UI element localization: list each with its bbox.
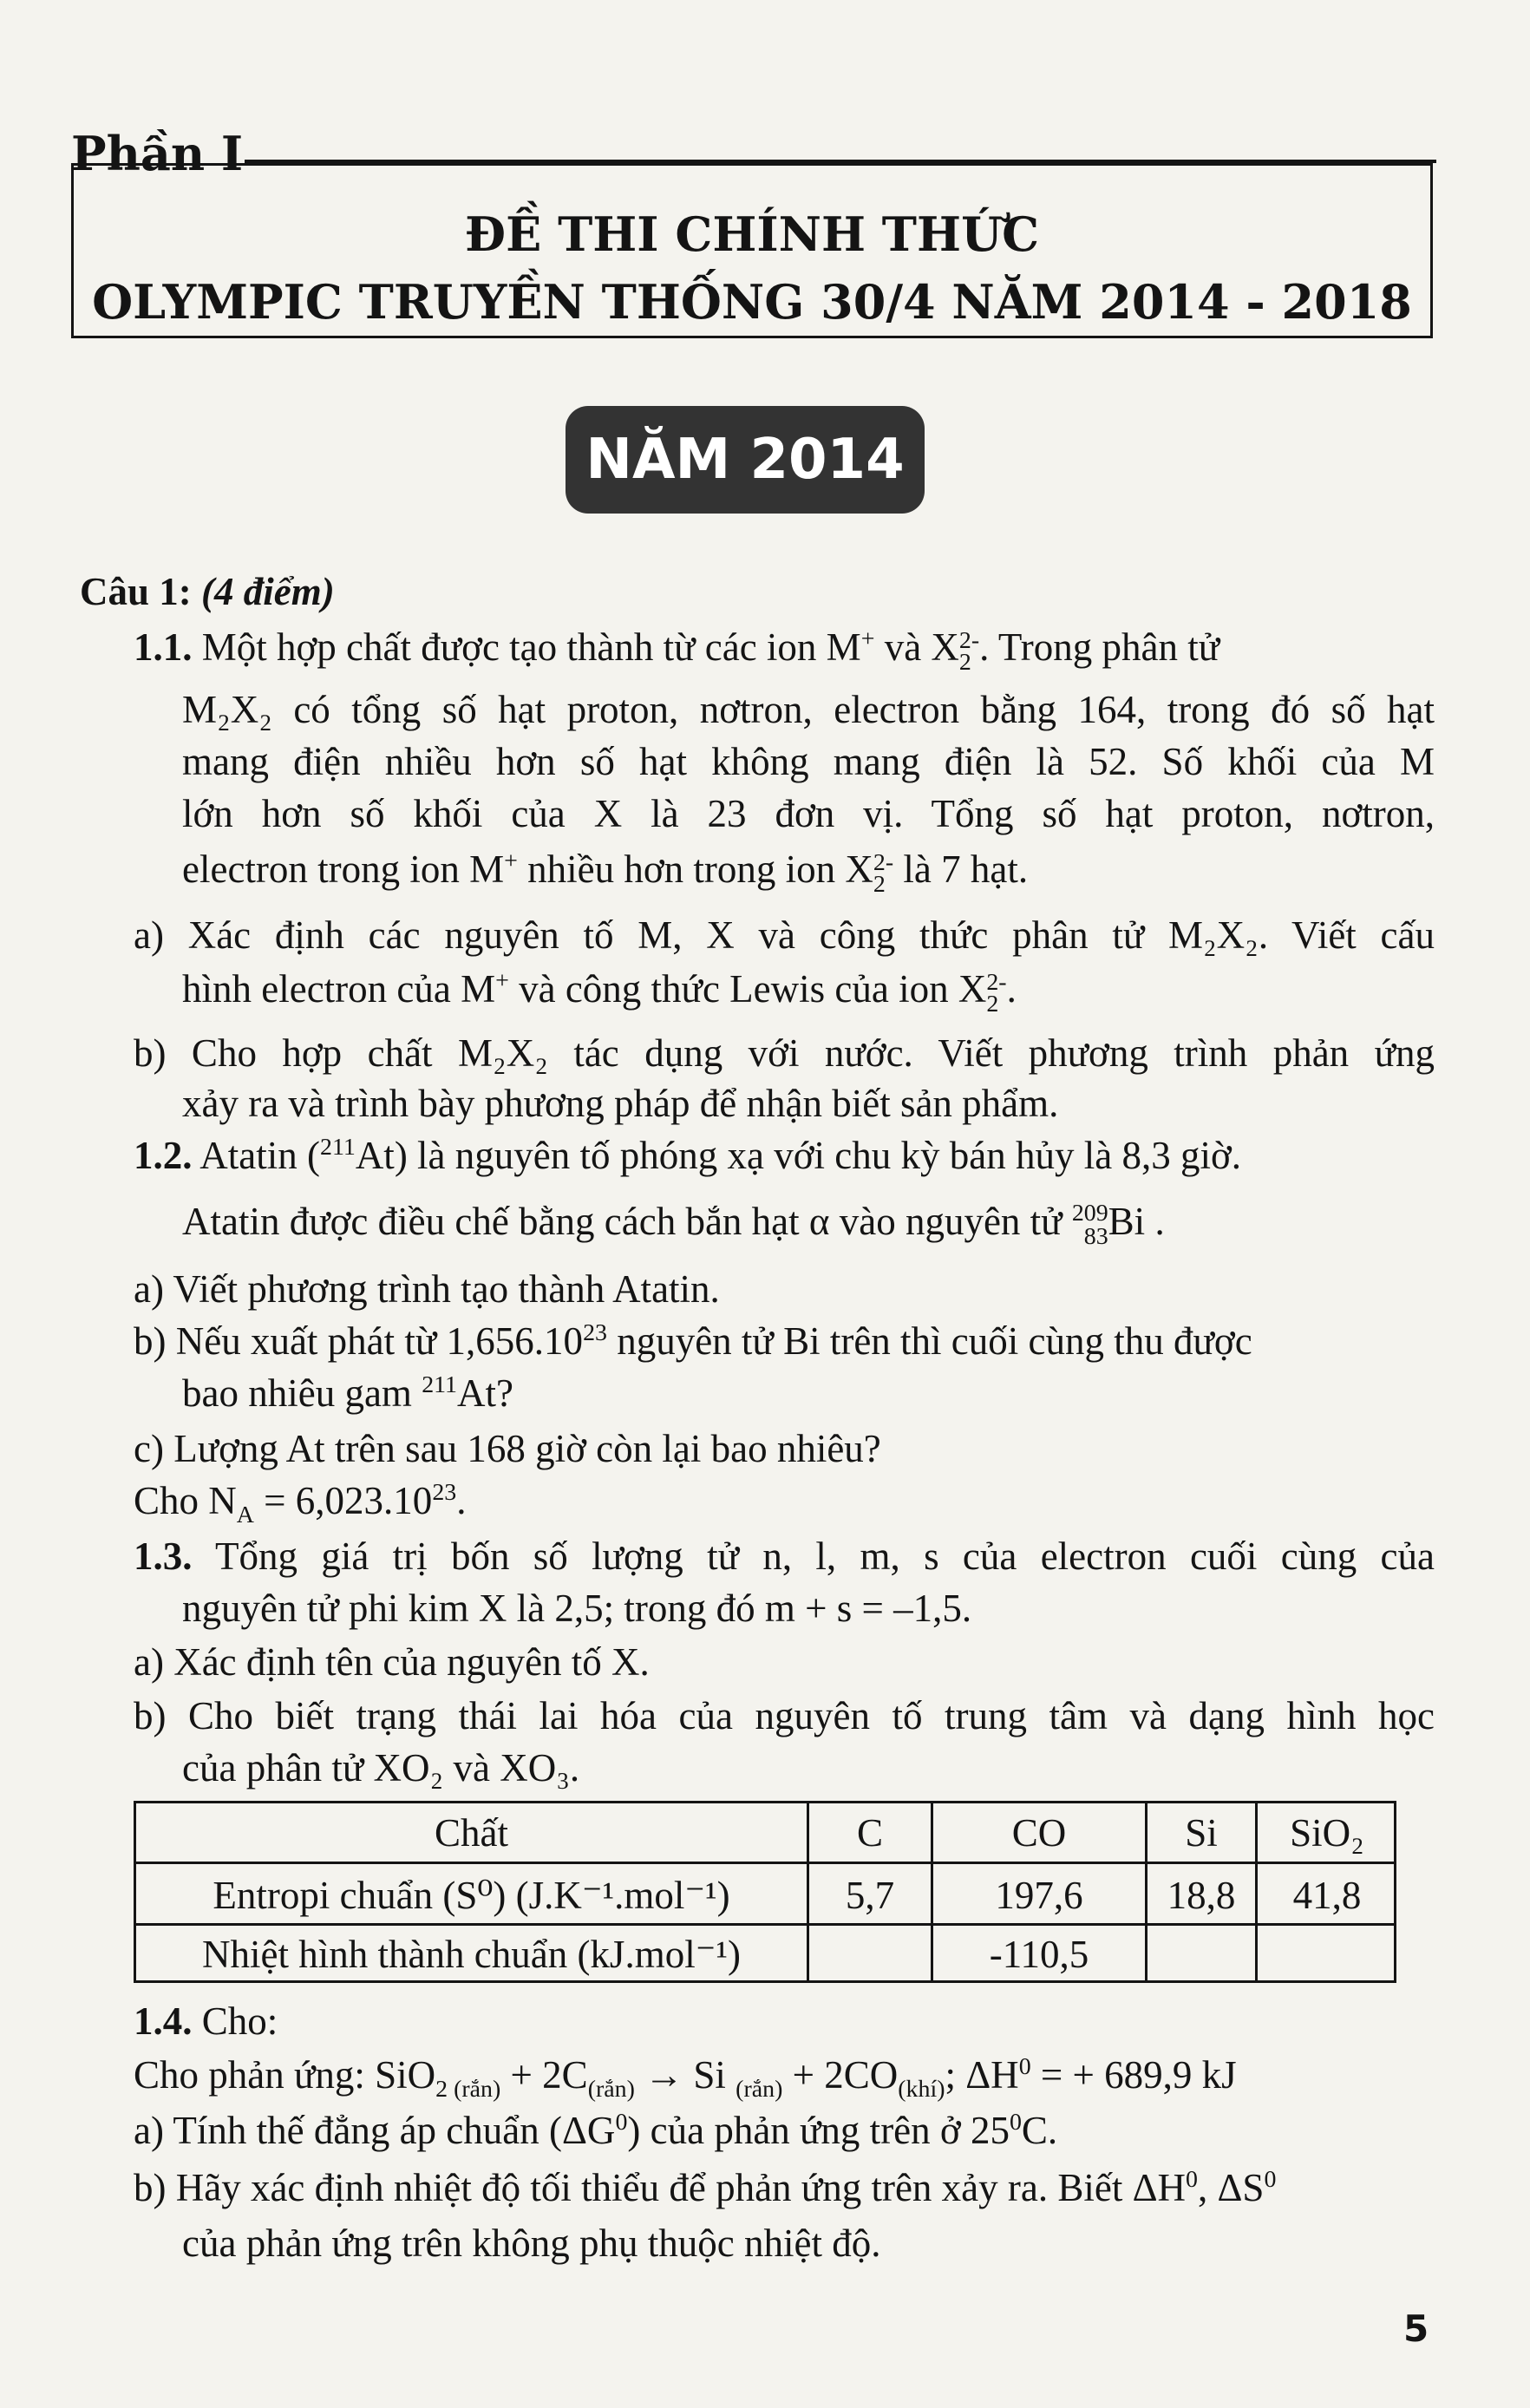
question-points: (4 điểm) [201,570,335,613]
s11-line1 [134,623,1220,676]
exponent: 23 [432,1479,457,1506]
row-divider [136,1862,1394,1864]
table-cell: 18,8 [1167,1874,1236,1917]
standard-state-mark: 0 [1264,2166,1277,2193]
s11-a-line2: hình electron của M+ và công thức Lewis của ion X 2- 2 . [182,967,1017,1018]
s11-text: . Trong phân tử [979,625,1220,669]
s12-text: Atatin được điều chế bằng cách bắn hạt α vào nguyên tử [182,1200,1062,1243]
s11-text: Một hợp chất được tạo thành từ các ion M [201,625,861,669]
s12-line1 [134,1131,1241,1180]
s12-avogadro: Cho $N_A = 6,023.10^{23}$. [134,1479,467,1528]
table-cell: 197,6 [995,1874,1083,1917]
page-number: 5 [1403,2307,1429,2350]
s13-b-line1: b) Cho biết trạng thái lai hóa của nguyên tố trung tâm và dạng hình học [134,1694,1435,1737]
ion-charge: + [860,625,875,652]
s13-line1 [134,1532,1435,1580]
s11-text: hình electron của M [182,967,496,1011]
subscript: A [236,1502,254,1528]
s14-text: = + 689,9 kJ [1040,2053,1237,2097]
table-header-cell: C [856,1811,883,1855]
part-label: Phần I [71,126,244,181]
question-heading [80,567,335,616]
s12-text: At) là nguyên tố phóng xạ với chu kỳ bán hủy là 8,3 giờ. [355,1134,1241,1177]
ion-charge: + [504,847,518,874]
s11-b-line2: xảy ra và trình bày phương pháp để nhận biết sản phẩm. [182,1082,1059,1125]
s12-text: = 6,023.10 [264,1479,433,1522]
mass-number: 211 [422,1371,457,1398]
s14-number: 1.4. [134,1999,193,2043]
question-label: Câu 1: [80,570,192,613]
year-badge: NĂM 2014 [566,406,925,514]
s12-line2: Atatin được điều chế bằng cách bắn hạt α vào nguyên tử 209 83 Bi . [182,1200,1165,1250]
s12-text: nguyên tử Bi trên thì cuối cùng thu được [617,1319,1252,1363]
s13-text: Tổng giá trị bốn số lượng tử n, l, m, s của electron cuối cùng của [215,1534,1435,1578]
state-subscript: (rắn) [736,2076,783,2103]
s14-text: → Si [644,2053,726,2097]
s12-c: c) Lượng At trên sau 168 giờ còn lại bao nhiêu? [134,1427,881,1470]
s14-text: C. [1021,2109,1058,2152]
s11-line5 [182,845,1029,898]
state-subscript: (rắn) [587,2076,635,2103]
s12-a: a) Viết phương trình tạo thành Atatin. [134,1267,720,1311]
table-header-cell: SiO₂ [1290,1811,1364,1855]
s12-number: 1.2. [134,1134,193,1177]
degree-mark: 0 [1009,2109,1022,2136]
table-row-label: Nhiệt hình thành chuẩn (kJ.mol⁻¹) [202,1933,741,1976]
s11-b-line1: b) Cho hợp chất M₂X₂ tác dụng với nước. Viết phương trình phản ứng [134,1031,1435,1075]
s13-b-line2: của phân tử XO₂ và XO₃. [182,1746,580,1790]
s11-number: 1.1. [134,625,193,669]
table-header-cell: CO [1011,1811,1067,1855]
s14-text: , ΔS [1197,2166,1265,2209]
s14-text: b) Hãy xác định nhiệt độ tối thiểu để phản ứng trên xảy ra. Biết ΔH [134,2166,1187,2209]
state-subscript: (khí) [898,2076,945,2103]
s14-heading [134,1997,278,2045]
s11-text: nhiều hơn trong ion X [527,847,873,891]
ion-charge: 2- 2 [986,968,1007,1018]
s14-reaction [134,2051,1237,2103]
bi-nuclide [1072,1202,1108,1248]
s14-b-line1 [134,2163,1276,2212]
standard-state-mark: 0 [1018,2053,1031,2080]
table-cell: 41,8 [1292,1874,1362,1917]
bi-mass: 209 [1071,1200,1108,1227]
mass-number: 211 [320,1134,356,1161]
s11-text: và công thức Lewis của ion X [519,967,987,1011]
title-line-1: ĐỀ THI CHÍNH THỨC [464,206,1040,262]
s13-a: a) Xác định tên của nguyên tố X. [134,1640,650,1684]
ion-charge: 2- 2 [873,848,894,898]
table-cell: -110,5 [989,1933,1089,1976]
s11-line3: mang điện nhiều hơn số hạt không mang điện là 52. Số khối của M [182,740,1435,783]
ion-charge: 2- 2 [958,626,980,676]
s12-b-line1 [134,1317,1252,1365]
exponent: 23 [583,1319,607,1346]
standard-state-mark: 0 [1186,2166,1198,2193]
s11-text: là 7 hạt. [903,847,1029,891]
table-header-cell: Si [1185,1811,1218,1855]
table-header-cell: Chất [435,1811,508,1855]
s13-line2: nguyên tử phi kim X là 2,5; trong đó m + s = –1,5. [182,1587,972,1630]
s14-a [134,2106,1057,2155]
s12-b-line2 [182,1369,513,1417]
s13-number: 1.3. [134,1534,193,1578]
s11-line4: lớn hơn số khối của X là 23 đơn vị. Tổng số hạt proton, nơtron, [182,792,1435,835]
s12-text: Atatin ( [199,1134,320,1177]
standard-state-mark: 0 [615,2109,628,2136]
s11-text: electron trong ion M [182,847,505,891]
s14-text: + 2CO [792,2053,899,2097]
bi-symbol: Bi [1108,1200,1146,1243]
s12-text: At? [457,1371,513,1415]
row-divider [136,1923,1394,1926]
s14-text: Cho phản ứng: SiO [134,2053,436,2097]
ion-charge: + [495,967,509,994]
state-subscript: 2 (rắn) [435,2076,501,2103]
s11-text: và X [884,625,959,669]
s11-line2: M₂X₂ có tổng số hạt proton, nơtron, electron bằng 164, trong đó số hạt [182,688,1435,731]
s11-a-line1: a) Xác định các nguyên tố M, X và công thức phân tử M₂X₂. Viết cấu [134,913,1435,957]
table-row-label: Entropi chuẩn (S⁰) (J.K⁻¹.mol⁻¹) [212,1874,730,1917]
bi-atomic-number: 83 [1083,1222,1108,1250]
s12-text: Cho N [134,1479,237,1522]
s14-text: a) Tính thế đẳng áp chuẩn (ΔG [134,2109,616,2152]
s12-text: b) Nếu xuất phát từ 1,656.10 [134,1319,584,1363]
title-box [71,163,1433,338]
s12-text: bao nhiêu gam [182,1371,412,1415]
s14-text: + 2C [510,2053,588,2097]
table-cell: 5,7 [845,1874,895,1917]
s14-text: ; ΔH [945,2053,1019,2097]
thermo-table [134,1801,1396,1983]
title-line-2: OLYMPIC TRUYỀN THỐNG 30/4 NĂM 2014 - 2018 [92,274,1412,330]
s14-text: Cho: [201,1999,278,2043]
s14-b-line2: của phản ứng trên không phụ thuộc nhiệt độ. [182,2222,881,2265]
s14-text: ) của phản ứng trên ở 25 [627,2109,1010,2152]
